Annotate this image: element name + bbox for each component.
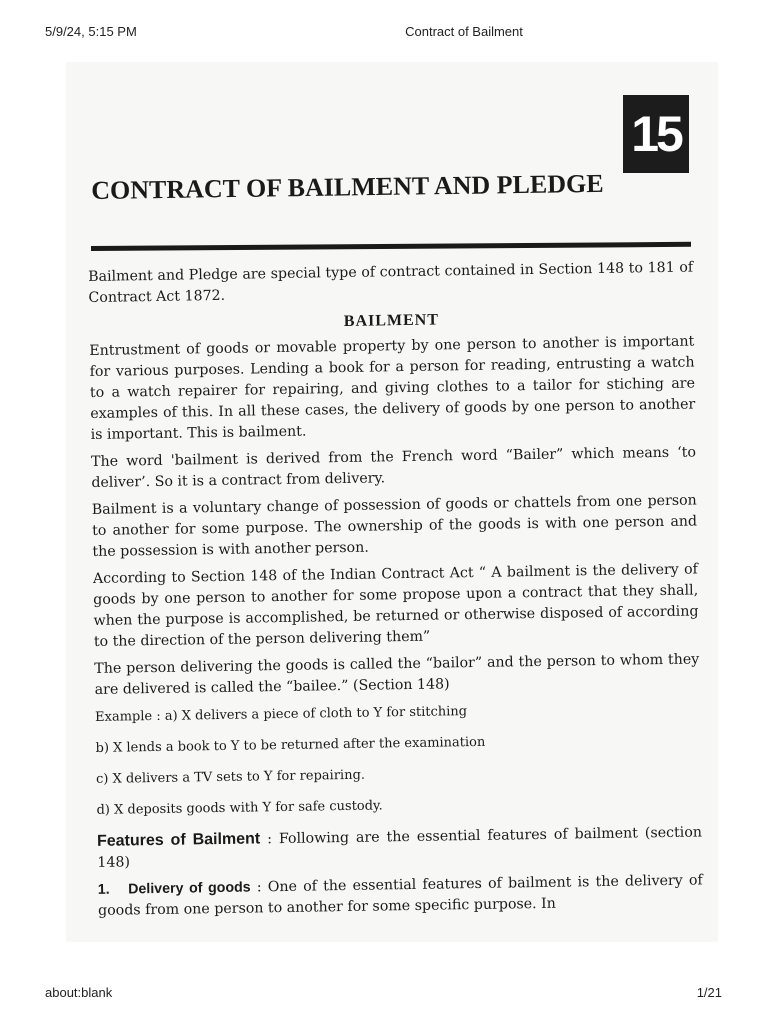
paragraph: The person delivering the goods is called the “bailor” and the person to whom they are delivered is called the “bailee.” (Section 148) — [94, 651, 700, 698]
example-item: Example : a) X delivers a piece of cloth to Y for stitching — [94, 704, 468, 725]
numbered-point — [98, 870, 704, 921]
print-datetime: 5/9/24, 5:15 PM — [45, 24, 137, 39]
paragraph: According to Section 148 of the Indian Contract Act “ A bailment is the delivery of goods by one person to another for some propose upon a contract that they shall, when the purpose is accomplished, be returned or otherwise disposed of according to the direction of the person delivering them” — [92, 561, 699, 650]
paragraph: Bailment is a voluntary change of possession of goods or chattels from one person to another for some purpose. The ownership of the goods is with one person and the possession is with another person. — [91, 492, 698, 560]
paragraph: The word 'bailment is derived from the French word “Bailer” which means ‘to deliver’. So it is a contract from delivery. — [90, 444, 697, 491]
intro-paragraph: Bailment and Pledge are special type of contract contained in Section 148 to 181 of Contract Act 1872. — [88, 259, 694, 306]
print-url: about:blank — [45, 985, 113, 1000]
point-heading: Delivery of goods — [128, 879, 251, 898]
example-item: b) X lends a book to Y to be returned after the examination — [95, 734, 486, 756]
chapter-number-badge: 15 — [623, 95, 689, 173]
features-text: : Following are the essential features of bailment (section 148) — [97, 824, 703, 871]
example-item: c) X delivers a TV sets to Y for repairing. — [95, 767, 366, 787]
print-title: Contract of Bailment — [405, 24, 523, 39]
chapter-title: CONTRACT OF BAILMENT AND PLEDGE — [91, 168, 604, 205]
page-body — [88, 257, 703, 927]
features-paragraph — [97, 821, 703, 873]
paragraph: Entrustment of goods or movable property by one person to another is important for various purposes. Lending a book for a person for reading, entrusting a watch to a watch repairer for repairing, and giving clothes to a tailor for stiching are examples of this. In all these cases, the delivery of goods by one person to another is important. This is bailment. — [89, 333, 696, 443]
point-number: 1. — [97, 881, 110, 898]
section-heading: BAILMENT — [343, 311, 440, 330]
example-item: d) X deposits goods with Y for safe custody. — [96, 798, 383, 818]
scanned-page — [66, 62, 718, 942]
print-page-number: 1/21 — [696, 985, 722, 1000]
point-text: : One of the essential features of bailment is the delivery of goods from one person to another for some specific purpose. In — [97, 872, 703, 919]
title-divider — [91, 242, 691, 251]
features-heading: Features of Bailment — [96, 830, 261, 850]
